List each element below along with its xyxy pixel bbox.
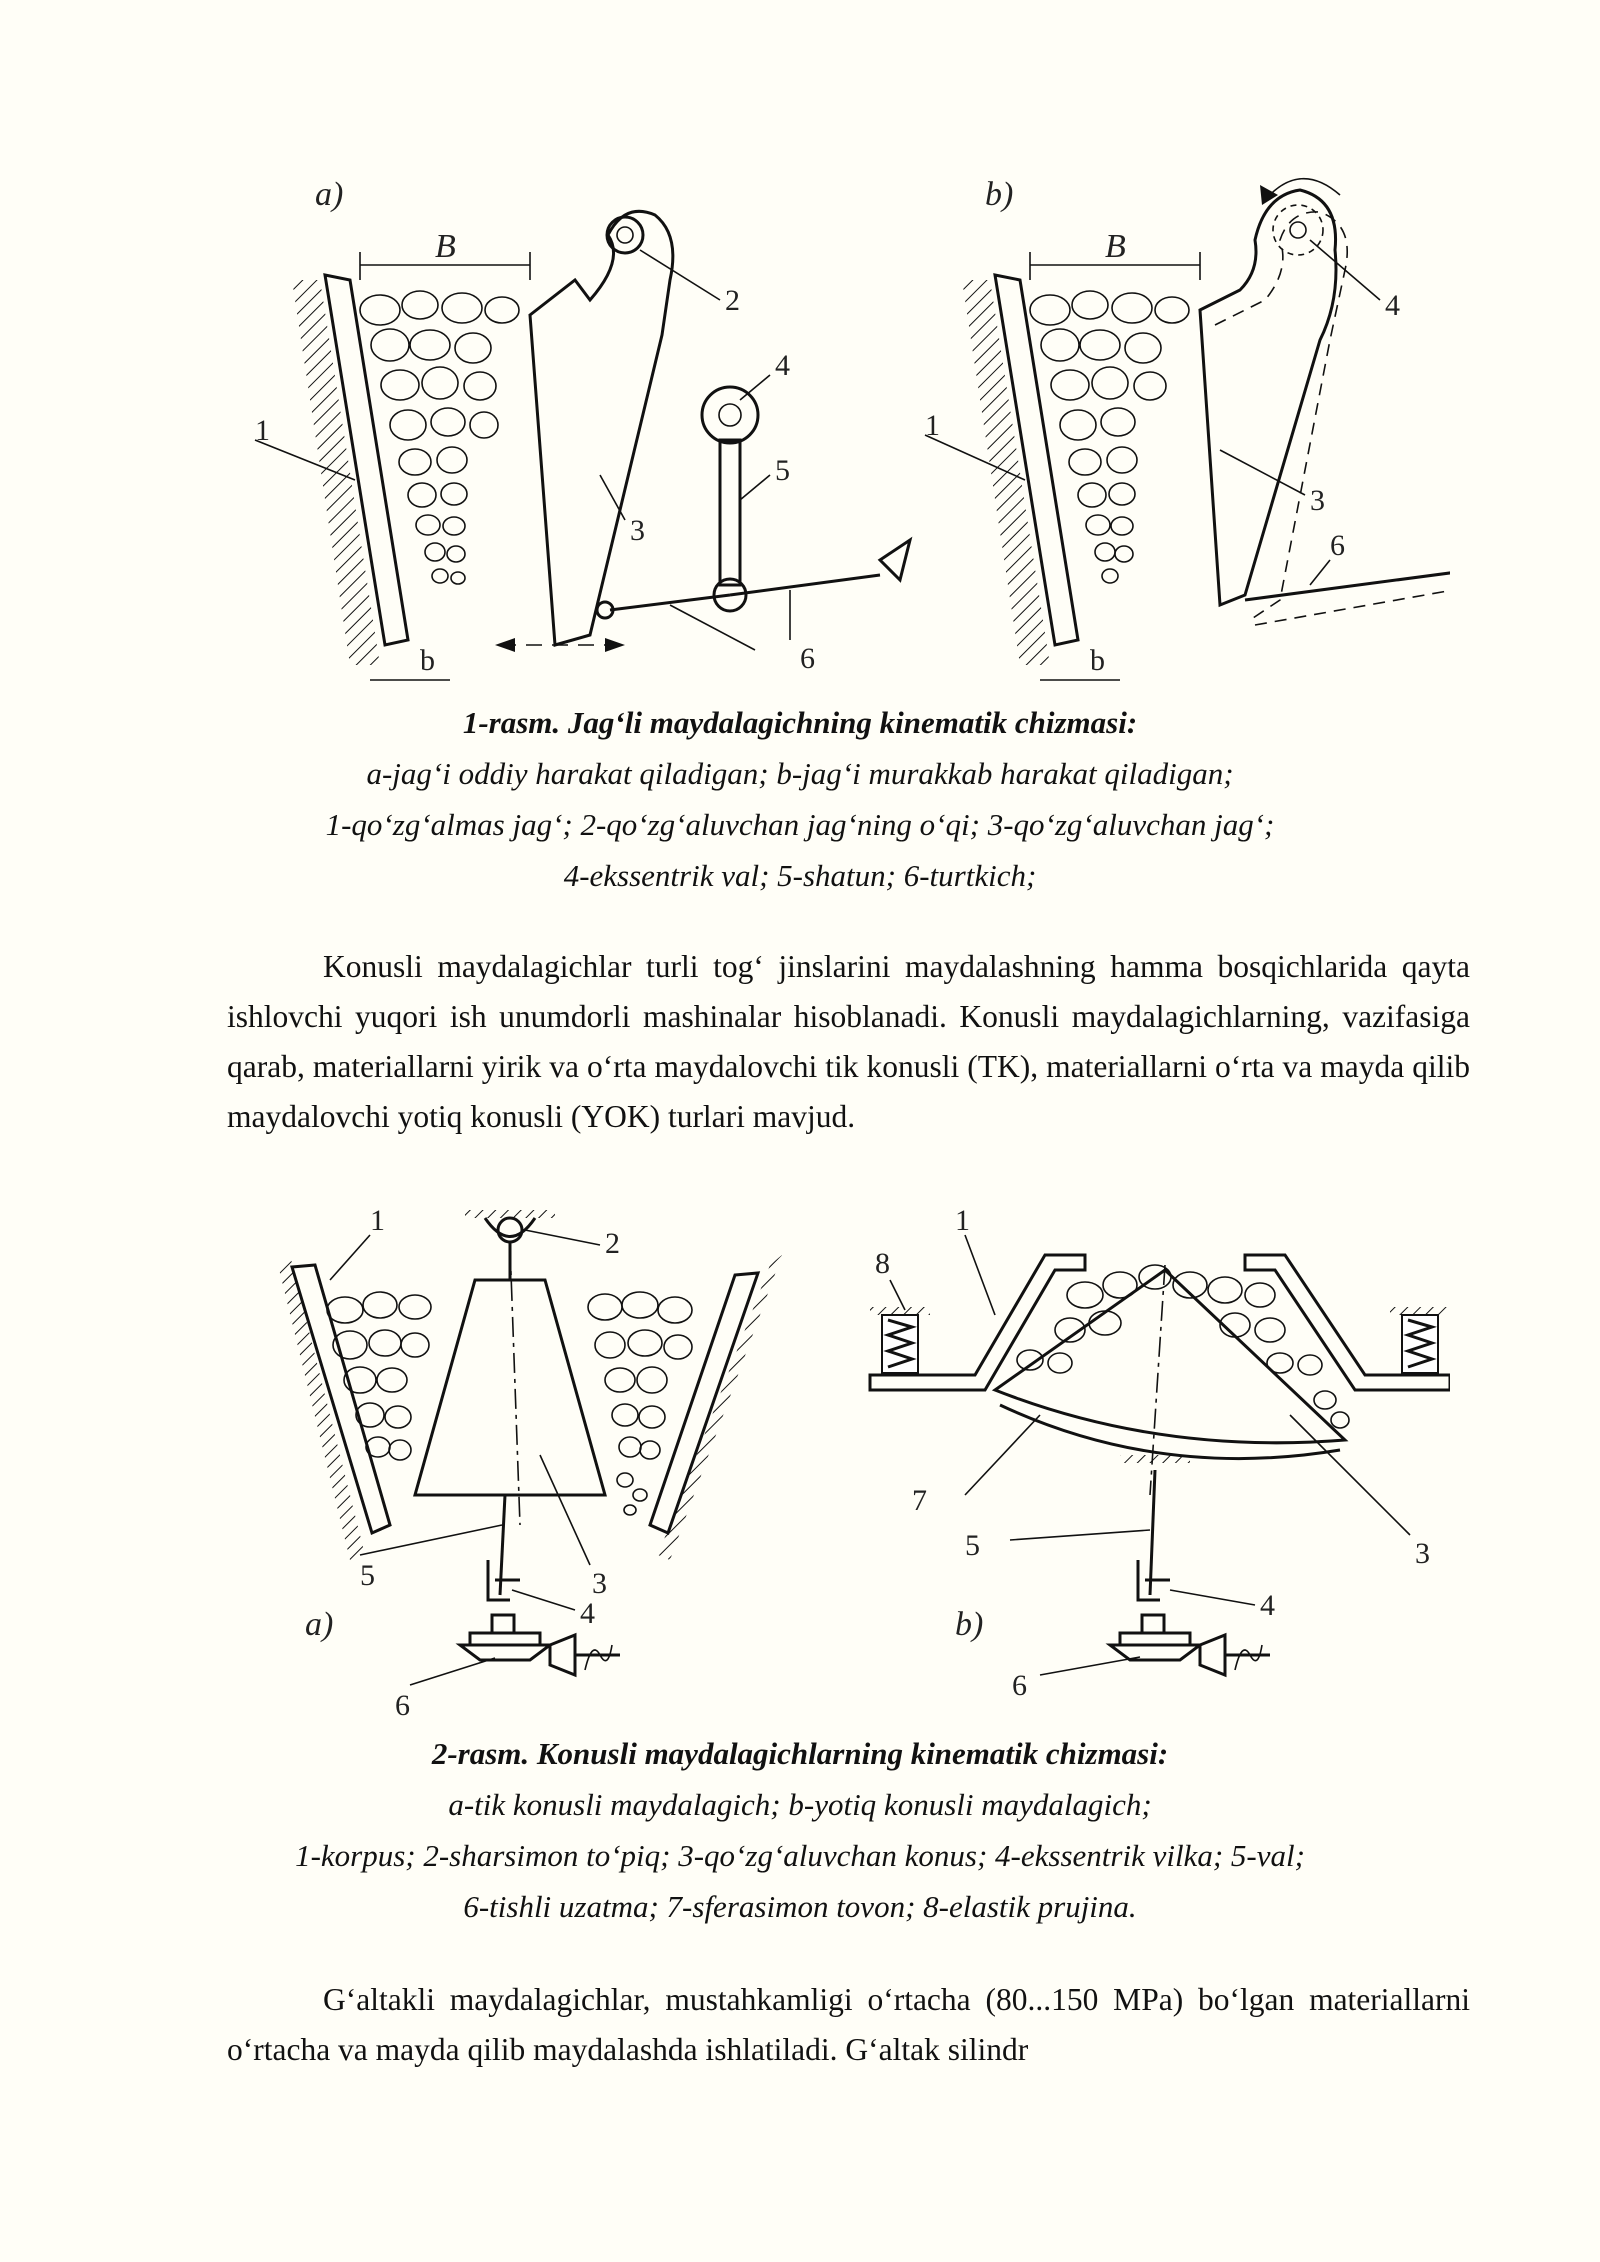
fig1b-eccentric-shaft (1273, 205, 1323, 255)
fig1a-stones (360, 291, 519, 584)
fig2b-stones (1017, 1265, 1349, 1428)
fig1-panel-b (925, 176, 1450, 680)
fig1b-stones (1030, 291, 1189, 583)
fig1a-letter: a) (315, 176, 344, 213)
fig2b-eccentric-fork (1138, 1560, 1170, 1600)
fig2a-callout-5: 5 (360, 1559, 375, 1592)
fig1a-callout-2: 2 (725, 284, 740, 317)
fig1a-toggle-right (730, 575, 880, 595)
fig1a-callout-6: 6 (800, 642, 815, 675)
fig2a-callout-1: 1 (370, 1204, 385, 1237)
fig2a-movable-cone (415, 1280, 605, 1495)
fig2b-callout-4: 4 (1260, 1589, 1275, 1622)
figure-1-caption-line: 1-qo‘zg‘almas jag‘; 2-qo‘zg‘aluvchan jag‘ning o‘qi; 3-qo‘zg‘aluvchan jag‘; (325, 807, 1275, 842)
fig2a-callout-2: 2 (605, 1227, 620, 1260)
fig2a-housing-right-hatching (658, 1255, 782, 1560)
fig1a-jaw-axle (607, 217, 643, 253)
fig2a-axis (510, 1245, 520, 1525)
fig2b-letter: b) (955, 1606, 984, 1643)
fig1b-callout-4: 4 (1385, 289, 1400, 322)
figure-2-caption-line: 1-korpus; 2-sharsimon to‘piq; 3-qo‘zg‘aluvchan konus; 4-ekssentrik vilka; 5-val; (295, 1838, 1305, 1873)
figure-1-caption (200, 697, 1400, 901)
paragraph-2-text: G‘altakli maydalagichlar, mustahkamligi o‘rtacha (80...150 MPa) bo‘lgan materiallarni o‘rtacha va mayda qilib maydalashda ishlatiladi. G‘altak silindr (227, 1982, 1470, 2067)
fig2a-housing-left-hatching (278, 1255, 365, 1560)
fig2-panel-b (870, 1204, 1450, 1702)
fig2a-spherical-bearing (465, 1210, 555, 1242)
fig2a-eccentric-fork (488, 1560, 520, 1600)
fig1b-letter: b) (985, 176, 1014, 213)
fig1b-callout-6: 6 (1330, 529, 1345, 562)
figure-2-svg (230, 1195, 1450, 1735)
fig2b-callout-7: 7 (912, 1484, 927, 1517)
figure-1-caption-title: 1-rasm. Jag‘li maydalagichning kinematik chizmasi: (462, 705, 1138, 740)
fig2b-callout-1: 1 (955, 1204, 970, 1237)
figure-1-jaw-crusher-diagram (230, 140, 1450, 700)
fig1a-movable-jaw (530, 211, 673, 645)
fig1a-connecting-rod (720, 440, 740, 585)
fig1b-dim-b: b (1090, 644, 1105, 677)
figure-2-caption (200, 1728, 1400, 1932)
figure-1-caption-line: a-jag‘i oddiy harakat qiladigan; b-jag‘i murakkab harakat qiladigan; (366, 756, 1234, 791)
fig1b-toggle (1245, 565, 1450, 600)
fig1a-toggle-left (610, 595, 730, 610)
figure-1-svg (230, 140, 1450, 700)
fig1a-callout-4: 4 (775, 349, 790, 382)
fig1a-callout-1: 1 (255, 414, 270, 447)
fig2b-elastic-spring-right (1390, 1307, 1450, 1373)
body-paragraph-2 (227, 1975, 1470, 2075)
body-paragraph-1 (227, 942, 1470, 1142)
fig1a-callout-5: 5 (775, 454, 790, 487)
fig2-panel-a (278, 1204, 782, 1722)
figure-2-caption-title: 2-rasm. Konusli maydalagichlarning kinematik chizmasi: (431, 1736, 1169, 1771)
fig2b-callout-6: 6 (1012, 1669, 1027, 1702)
figure-2-cone-crusher-diagram (230, 1195, 1450, 1735)
fig2a-housing-right (650, 1273, 758, 1533)
fig2b-spherical-support (1000, 1405, 1340, 1459)
fig1b-callout-3: 3 (1310, 484, 1325, 517)
paragraph-1-text: Konusli maydalagichlar turli tog‘ jinslarini maydalashning hamma bosqichlarida qayta ishlovchi yuqori ish unumdorli mashinalar hisoblanadi. Konusli maydalagichlarning, vazifasiga qarab, materiallarni yirik va o‘rta maydalovchi tik konusli (TK), materiallarni o‘rta va mayda qilib maydalovchi yotiq konusli (YOK) turlari mavjud. (227, 949, 1470, 1134)
fig1a-eccentric-shaft (702, 387, 758, 443)
fig1a-dim-B: B (435, 228, 456, 265)
fig2b-elastic-spring-left (870, 1307, 930, 1373)
fig2b-callout-8: 8 (875, 1247, 890, 1280)
fig1b-movable-jaw-dashed (1215, 212, 1347, 620)
fig1b-callout-1: 1 (925, 409, 940, 442)
fig1-panel-a (255, 176, 910, 680)
fig2a-callout-3: 3 (592, 1567, 607, 1600)
figure-2-caption-line: a-tik konusli maydalagich; b-yotiq konusli maydalagich; (448, 1787, 1152, 1822)
fig2b-callout-3: 3 (1415, 1537, 1430, 1570)
fig1b-dim-B: B (1105, 228, 1126, 265)
figure-1-caption-line: 4-ekssentrik val; 5-shatun; 6-turtkich; (563, 858, 1037, 893)
figure-2-caption-line: 6-tishli uzatma; 7-sferasimon tovon; 8-elastik prujina. (463, 1889, 1137, 1924)
fig1a-dim-b: b (420, 644, 435, 677)
fig1a-callout-3: 3 (630, 514, 645, 547)
fig2a-stones (327, 1292, 692, 1515)
fig2a-callout-6: 6 (395, 1689, 410, 1722)
fig2b-gear-drive (1110, 1615, 1270, 1675)
fig2a-letter: a) (305, 1606, 334, 1643)
fig2b-callout-5: 5 (965, 1529, 980, 1562)
fig2a-callout-4: 4 (580, 1597, 595, 1630)
fig2a-gear-drive (460, 1615, 620, 1675)
fig1b-movable-jaw (1200, 190, 1336, 605)
